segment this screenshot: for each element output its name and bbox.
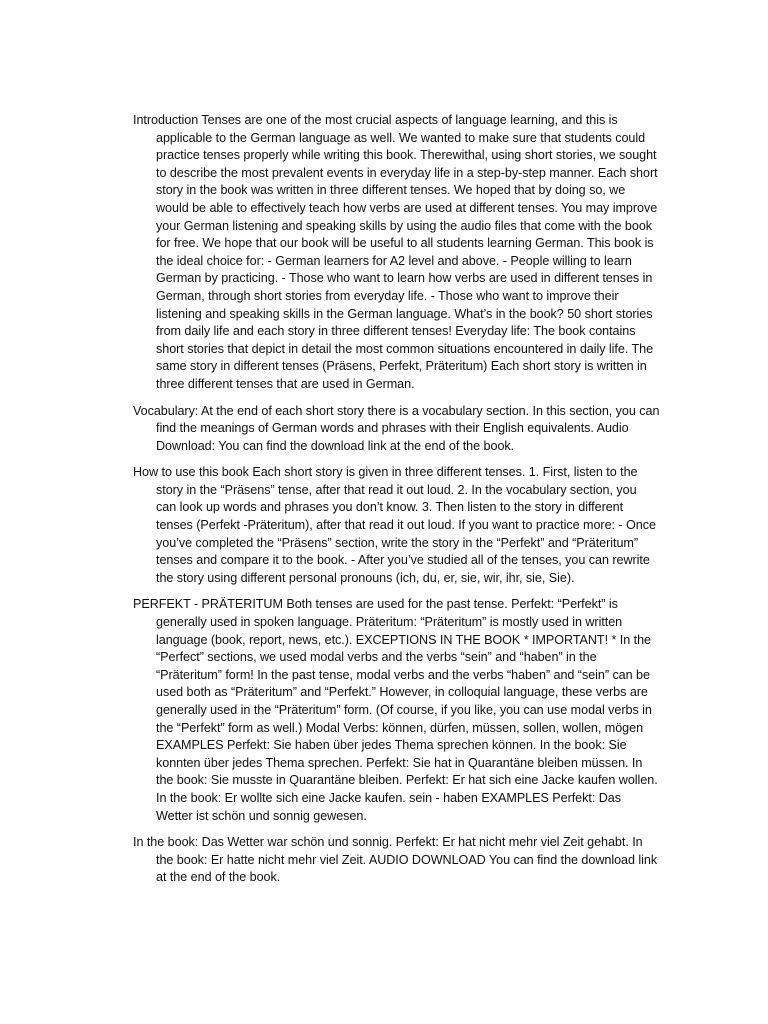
paragraph-vocabulary: Vocabulary: At the end of each short story there is a vocabulary section. In this section, you can find the meanings of German words and phrases with their English equivalents. Audio Download: You can find the download link at the end of the book. — [133, 403, 660, 453]
paragraph-perfekt-praeteritum: PERFEKT - PRÄTERITUM Both tenses are used for the past tense. Perfekt: “Perfekt” is generally used in spoken language. Präteritum: “Präteritum” is mostly used in written language (book, report, news, etc.). EXCEPTIONS IN THE BOOK * IMPORTANT! * In the “Perfect” sections, we used modal verbs and the verbs “sein” and “haben” in the “Präteritum” form! In the past tense, modal verbs and the verbs “haben” and “sein” can be used both as “Präteritum” and “Perfekt.” However, in colloquial language, these verbs are generally used in the “Präteritum” form. (Of course, if you like, you can use modal verbs in the “Perfekt” form as well.) Modal Verbs: können, dürfen, müssen, sollen, wollen, mögen EXAMPLES Perfekt: Sie haben über jedes Thema sprechen können. In the book: Sie konnten über jedes Thema sprechen. Perfekt: Sie hat in Quarantäne bleiben müssen. In the book: Sie musste in Quarantäne bleiben. Perfekt: Er hat sich eine Jacke kaufen wollen. In the book: Er wollte sich eine Jacke kaufen. sein - haben EXAMPLES Perfekt: Das Wetter ist schön und sonnig gewesen. — [133, 597, 658, 823]
paragraph-how-to-use: How to use this book Each short story is given in three different tenses. 1. First, listen to the story in the “Präsens” tense, after that read it out loud. 2. In the vocabulary section, you can look up words and phrases you don’t know. 3. Then listen to the story in different tenses (Perfekt -Präteritum), after that read it out loud. If you want to practice more: - Once you’ve completed the “Präsens” section, write the story in the “Perfekt” and “Präteritum” tenses and compare it to the book. - After you’ve studied all of the tenses, you can rewrite the story using different personal pronouns (ich, du, er, sie, wir, ihr, sie, Sie). — [133, 465, 656, 585]
document-page — [133, 112, 660, 896]
paragraph-introduction: Introduction Tenses are one of the most crucial aspects of language learning, and this is applicable to the German language as well. We wanted to make sure that students could practice tenses properly while writing this book. Therewithal, using short stories, we sought to describe the most prevalent events in everyday life in a step-by-step manner. Each short story in the book was written in three different tenses. We hoped that by doing so, we would be able to effectively teach how verbs are used at different tenses. You may improve your German listening and speaking skills by using the audio files that come with the book for free. We hope that our book will be useful to all students learning German. This book is the ideal choice for: - German learners for A2 level and above. - People willing to learn German by practicing. - Those who want to learn how verbs are used in different tenses in German, through short stories from everyday life. - Those who want to improve their listening and speaking skills in the German language. What’s in the book? 50 short stories from daily life and each story in three different tenses! Everyday life: The book contains short stories that depict in detail the most common situations encountered in daily life. The same story in different tenses (Präsens, Perfekt, Präteritum) Each short story is written in three different tenses that are used in German. — [133, 113, 658, 391]
paragraph-in-the-book: In the book: Das Wetter war schön und sonnig. Perfekt: Er hat nicht mehr viel Zeit gehabt. In the book: Er hatte nicht mehr viel Zeit. AUDIO DOWNLOAD You can find the download link at the end of the book. — [133, 835, 658, 885]
